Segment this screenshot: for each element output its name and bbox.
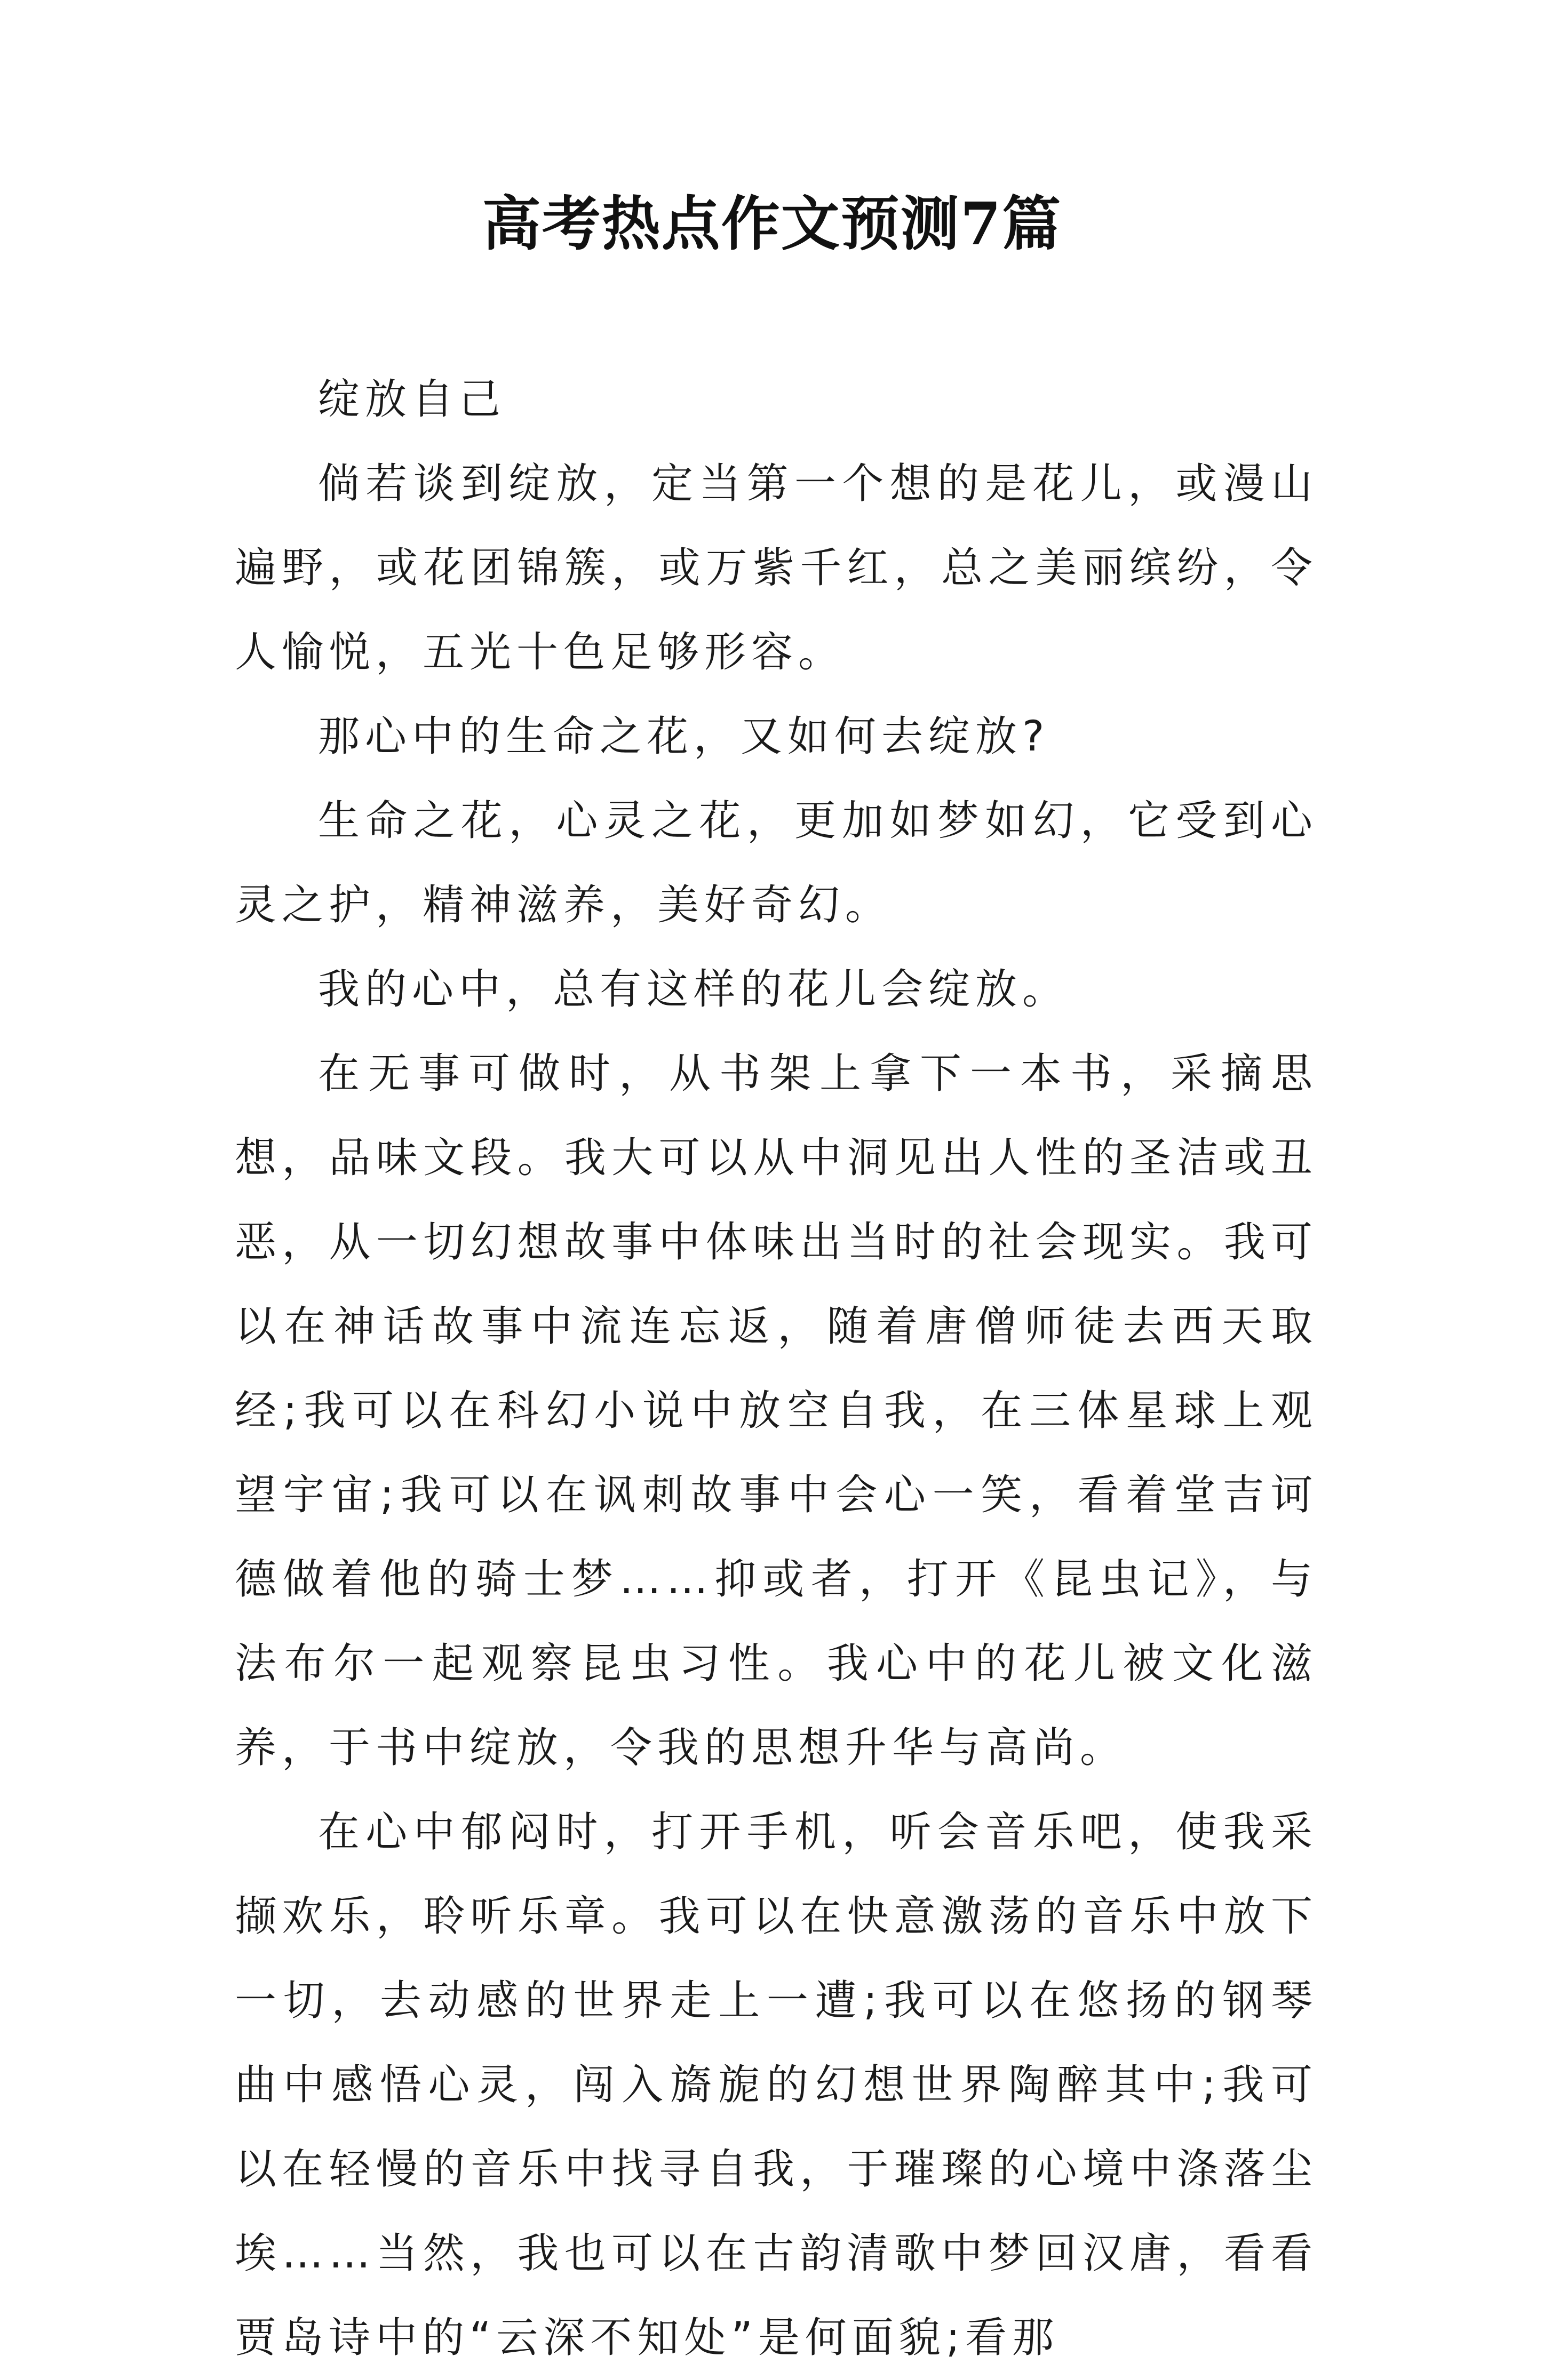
- paragraph: 那心中的生命之花，又如何去绽放?: [318, 713, 1050, 761]
- paragraph: 我的心中，总有这样的花儿会绽放。: [318, 965, 1070, 1013]
- paragraph-subtitle: 绽放自己: [318, 376, 506, 424]
- document-title: 高考热点作文预测7篇: [482, 189, 1062, 258]
- paragraph: 在无事可做时，从书架上拿下一本书，采摘思想，品味文段。我大可以从中洞见出人性的圣洁或丑恶，从一切幻想故事中体味出当时的社会现实。我可以在神话故事中流连忘返，随着唐僧师徒去西天取经;我可以在科幻小说中放空自我，在三体星球上观望宇宙;我可以在讽刺故事中会心一笑，看着堂吉诃德做着他的骑士梦……抑或者，打开《昆虫记》，与法布尔一起观察昆虫习性。我心中的花儿被文化滋养，于书中绽放，令我的思想升华与高尚。: [235, 1050, 1318, 1772]
- paragraph: 在心中郁闷时，打开手机，听会音乐吧，使我采撷欢乐，聆听乐章。我可以在快意激荡的音乐中放下一切，去动感的世界走上一遭;我可以在悠扬的钢琴曲中感悟心灵，闯入旖旎的幻想世界陶醉其中;我可以在轻慢的音乐中找寻自我，于璀璨的心境中涤落尘埃……当然，我也可以在古韵清歌中梦回汉唐，看看贾岛诗中的“云深不知处”是何面貌;看那: [235, 1808, 1318, 2362]
- document-body: [235, 357, 1318, 2380]
- paragraph: 倘若谈到绽放，定当第一个想的是花儿，或漫山遍野，或花团锦簇，或万紫千红，总之美丽缤纷，令人愉悦，五光十色足够形容。: [235, 460, 1318, 676]
- paragraph: 生命之花，心灵之花，更加如梦如幻，它受到心灵之护，精神滋养，美好奇幻。: [235, 797, 1318, 929]
